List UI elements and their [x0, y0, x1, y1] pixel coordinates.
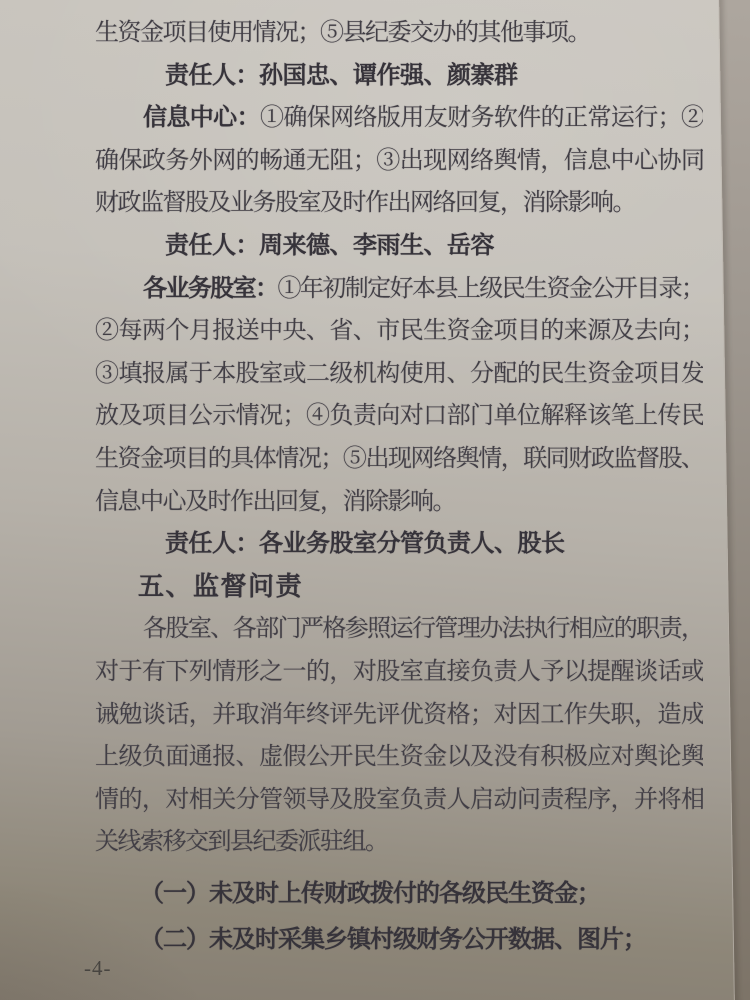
line-text: 诫勉谈话，并取消年终评先评优资格；对因工作失职，造成 — [95, 701, 703, 728]
list-item-line — [140, 873, 703, 916]
line-text: 信息中心及时作出回复，消除影响。 — [95, 488, 455, 515]
line-text: 责任人：孙国忠、谭作强、颜寨群 — [165, 62, 518, 89]
text-line — [95, 694, 703, 737]
line-text: 生资金项目使用情况；⑤县纪委交办的其他事项。 — [95, 20, 590, 46]
line-text: 生资金项目的具体情况；⑤出现网络舆情，联同财政监督股、 — [95, 445, 703, 472]
line-label: 信息中心： — [143, 105, 260, 132]
document-text — [95, 12, 703, 962]
line-text: ①确保网络版用友财务软件的正常运行；② — [259, 105, 703, 132]
text-line — [95, 481, 703, 524]
line-text: ①年初制定好本县上级民生资金公开目录； — [277, 275, 703, 302]
line-text: ②每两个月报送中央、省、市民生资金项目的来源及去向； — [95, 318, 703, 345]
paper-edge-shadow — [718, 0, 750, 1000]
line-text: （一）未及时上传财政拨付的各级民生资金； — [140, 880, 600, 907]
line-text: 财政监督股及业务股室及时作出网络回复，消除影响。 — [95, 190, 635, 217]
list-item-line — [140, 919, 703, 962]
line-text: 各股室、各部门严格参照运行管理办法执行相应的职责， — [143, 616, 703, 643]
line-text: 对于有下列情形之一的，对股室直接负责人予以提醒谈话或 — [95, 658, 703, 685]
text-line — [95, 395, 703, 438]
text-line — [95, 353, 703, 396]
line-text: 关线索移交到县纪委派驻组。 — [95, 829, 388, 856]
text-line — [95, 182, 703, 225]
text-line — [95, 310, 703, 353]
line-text: 上级负面通报、虚假公开民生资金以及没有积极应对舆论舆 — [95, 744, 703, 771]
page-number: -4- — [84, 956, 112, 980]
responsible-person-line — [165, 523, 703, 566]
text-line — [95, 12, 703, 55]
section-heading — [138, 566, 703, 609]
text-line — [95, 438, 703, 481]
line-text: 责任人：各业务股室分管负责人、股长 — [165, 531, 565, 558]
line-text: 情的，对相关分管领导及股室负责人启动问责程序，并将相 — [95, 786, 703, 813]
responsible-person-line — [165, 55, 703, 98]
line-text: 五、监督问责 — [138, 571, 304, 601]
text-line — [95, 97, 703, 140]
line-label: 各业务股室： — [143, 275, 278, 302]
text-line — [95, 821, 703, 864]
text-line — [95, 140, 703, 183]
line-text: 放及项目公示情况；④负责向对口部门单位解释该笔上传民 — [95, 403, 703, 430]
responsible-person-line — [165, 225, 703, 268]
text-line — [95, 651, 703, 694]
line-text: ③填报属于本股室或二级机构使用、分配的民生资金项目发 — [95, 360, 703, 387]
text-line — [95, 268, 703, 311]
text-line — [95, 736, 703, 779]
line-text: 确保政务外网的畅通无阻；③出现网络舆情，信息中心协同 — [95, 147, 703, 174]
line-text: （二）未及时采集乡镇村级财务公开数据、图片； — [140, 927, 646, 954]
line-text: 责任人：周来德、李雨生、岳容 — [165, 232, 494, 259]
text-line — [95, 779, 703, 822]
text-line — [95, 608, 703, 651]
